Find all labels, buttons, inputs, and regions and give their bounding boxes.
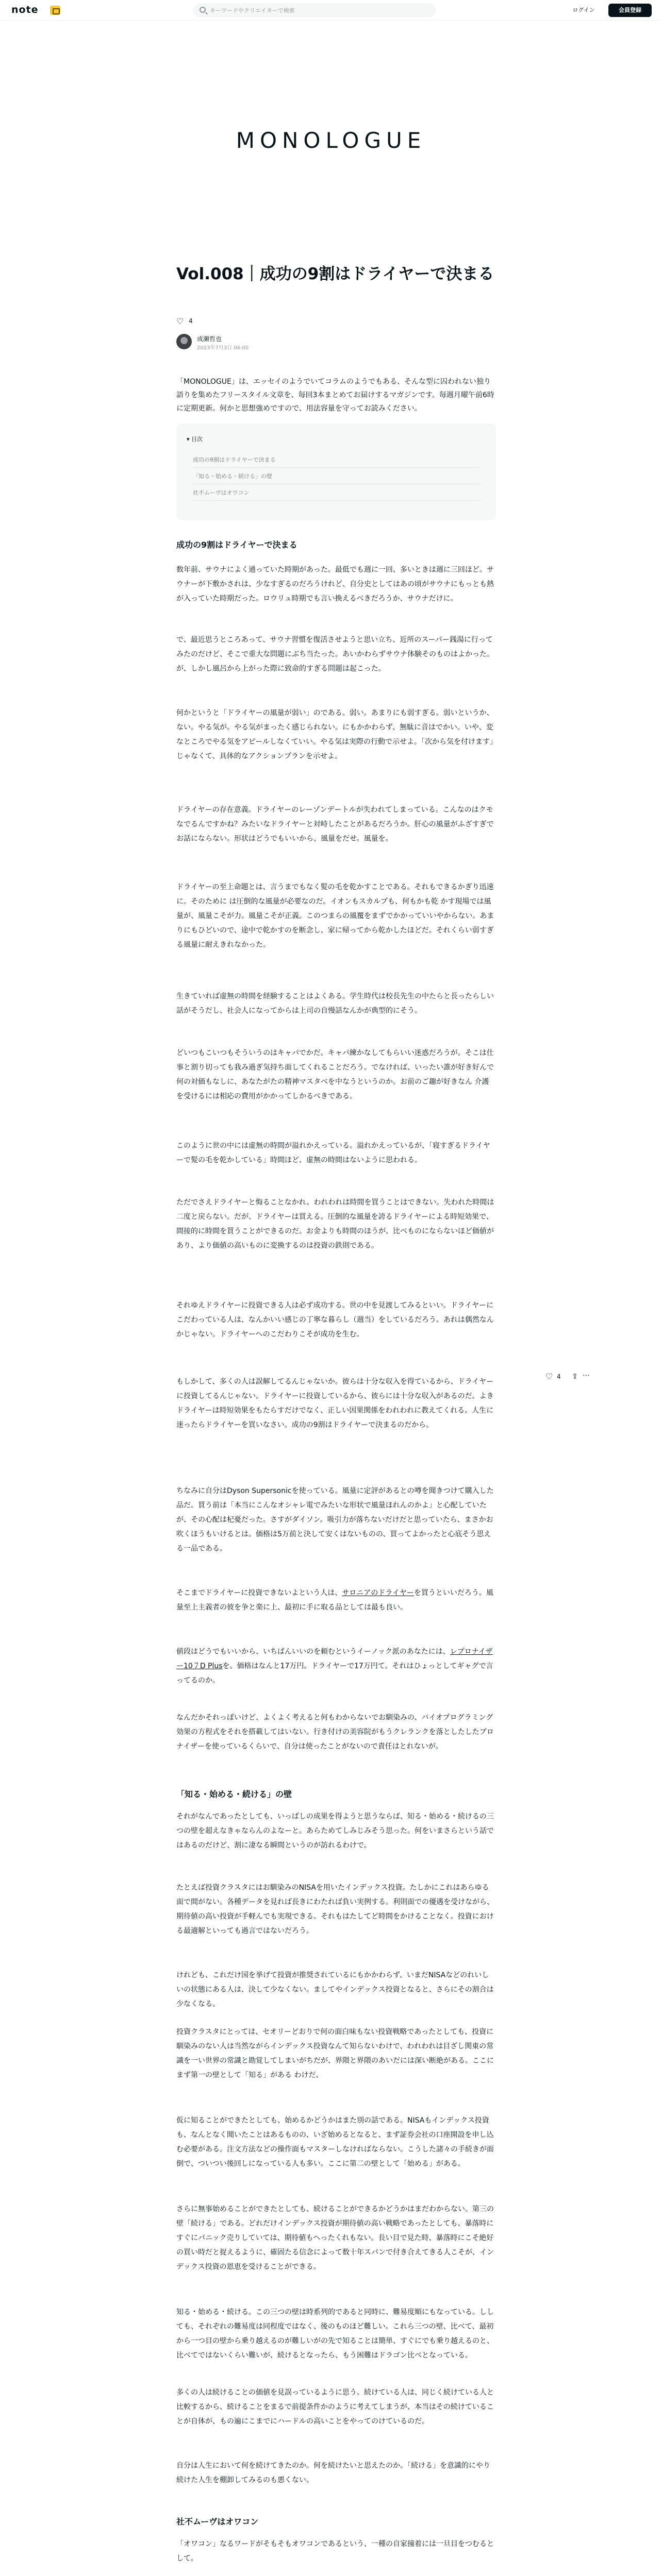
section-heading: 「知る・始める・続ける」の壁 <box>176 1789 292 1799</box>
section-heading: 成功の9割はドライヤーで決まる <box>176 540 297 550</box>
paragraph: 自分は人生において何を続けてきたのか。何を続けたいと思えたのか。「続ける」を意識的にやり続けた人生を棚卸してみるのも悪くない。 <box>176 2462 490 2484</box>
note-logo[interactable]: note <box>11 4 39 15</box>
likes-count: 4 <box>557 1373 561 1380</box>
article-title: Vol.008｜成功の9割はドライヤーで決まる <box>176 265 494 283</box>
paragraph: 知る・始める・続ける。この三つの壁は時系列的であると同時に、難易度順にもなっている。ししても、それぞれの難易度は同程度ではなく、後のものほど難しい。これら三つの壁、比べて、最初から一つ目の壁から乗り越えるのが難しいがの先で知ることは簡単、すぐにでも乗り越えるのと、比べてではないくらい難いが、続けるとなったら、もう困難はドラゴン比べとなっている。 <box>176 2308 494 2360</box>
article-intro: 「MONOLOGUE」は、エッセイのようでいてコラムのようでもある、そんな型に囚われない独り語りを集めたフリースタイル文章を、毎回3本まとめてお届けするマガジンです。毎週月曜午前6時に定期更新。何かと思想強めですので、用法容量を守ってお読みください。 <box>176 378 494 413</box>
magazine-header-image <box>0 21 662 263</box>
paragraph: けれども、これだけ国を挙げて投資が推奨されているにもかかわらず、いまだNISAなどのれいしいの状態にある人は、決して少なくない。ましてやインデックス投資となると、さらにその割合は少なくなる。 <box>176 1971 494 2008</box>
search-box[interactable] <box>193 3 436 18</box>
paragraph: 投資クラスタにとっては、セオリーどおりで何の面白味もない投資戦略であったとしても、投資に馴染みのない人は当然ながらインデックス投資なんて知らないわけで、われわれは目ざし関東の常識を一い世界の常識と勘覚してしまいがちだが、界隈と界隈のあいだには深い断絶がある。ここにまず第一の壁として「知る」がある わけだ。 <box>176 2028 494 2079</box>
toc-item[interactable]: 社不ムーヴはオワコン <box>193 485 482 501</box>
paragraph: 数年前、サウナによく通っていた時期があった。最低でも週に一回、多いときは週に三回ほど。サウナーが下敷かされは、少なすぎるのだろうけれど、自分史としてはあの頃がサウナにもっとも熱が入っていた時期だった。ロウリュ時期でも言い換えるべきだろうか、サウナだけに。 <box>176 566 494 603</box>
paragraph: 何かというと「ドライヤーの風量が弱い」のである。弱い。あまりにも弱すぎる。弱いというか、ない。やる気が。やる気がまったく感じられない。にもかかわらず、無駄に音はでかい。いや、変なところでやる気をアピールしなくていい。やる気は実際の行動で示せよ。「次から気を付けます」じゃなくて、具体的なアクションプランを示せよ。 <box>176 709 494 760</box>
paragraph: どいつもこいつもそういうのはキャパでかだ。キャパ練かなしてもらいい迷惑だろうが。そこは仕事と割り切っても我み過ぎ気持ち面してくれることだろう。でなければ、いったい誰が好き好んで何の対価もなしに、あなたがたの精神マスタベを中なうというのか。お前のご趣が好きなん 介護を受けるには相応の費用がかかってしかるべきである。 <box>176 1049 494 1100</box>
toc-item[interactable]: 「知る・始める・続ける」の壁 <box>193 469 482 484</box>
signup-button[interactable]: 会員登録 <box>608 4 652 17</box>
product-link[interactable]: レプロナイザー10７D Plus <box>176 1648 493 1670</box>
heart-icon[interactable]: ♡ <box>545 1371 553 1381</box>
paragraph: 仮に知ることができたとしても、始めるかどうかはまた別の話である。NISAもインデックス投資も、なんとなく聞いたことはあるものの、いざ始めるとなると、まず証券会社の口座開設を申し込む必要がある。注文方法などの操作面もマスターしなければならない。こうした諸々の手続きが面倒で、ついつい後回しになっている人も多い。ここに第二の壁として「始める」がある。 <box>176 2116 494 2168</box>
paragraph: ただでさえドライヤーと悔ることなかれ。われわれは時間を買うことはできない。失われた時間は二度と戻らない。だが、ドライヤーは買える。圧倒的な風量を誇るドライヤーによる時短効果で、間接的に時間を買うことができるのだ。お金よりも時間のほうが、比べものにならないほど価値があり、より価値の高いものに変換するのは投資の鉄則である。 <box>176 1198 494 1250</box>
more-options-icon[interactable]: ⋯ <box>583 1371 590 1380</box>
paragraph: で、最近思うところあって、サウナ習慣を復活させようと思い立ち、近所のスーパー銭湯に行ってみたのだけど、そこで重大な問題にぶち当たった。あいかわらずサウナ体験そのものはよかった。が、しかし風呂から上がった際に致命的すぎる問題は起こった。 <box>176 636 494 673</box>
share-icon[interactable]: ⇪ <box>572 1372 578 1381</box>
login-button[interactable]: ログイン <box>572 7 595 13</box>
paragraph: ドライヤーの存在意義。ドライヤーのレーゾンデートルが失われてしまっている。こんなのはクモなでるんですかね？みたいなドライヤーと対峙したことがあるだろうか。肝心の風量がふざすぎでお話にならない。形状はどうでもいいから、風量をだせ。風量を。 <box>176 806 494 843</box>
search-icon <box>200 7 206 13</box>
avatar[interactable] <box>176 334 192 349</box>
heart-icon[interactable]: ♡ <box>176 316 184 326</box>
paragraph: それゆえドライヤーに投資できる人は必ず成功する。世の中を見渡してみるといい。ドライヤーにこだわっている人は、なんかいい感じの丁寧な暮らし（週当）をしているだろう。あれは偶然なんかじゃない。ドライヤーへのこだわりこそが成功を生む。 <box>176 1301 494 1338</box>
floating-action-bar <box>545 1369 592 1385</box>
paragraph: 値段はどうでもいいから、いちばんいいのを頼むというイーノック派のあなたには、レプロナイザー10７D Plusを。価格はなんと17万円。ドライヤーで17万円て。それはひょっとしてギャグで言ってるのか。 <box>176 1648 493 1685</box>
paragraph: このように世の中には虚無の時間が溢れかえっている。溢れかえっているが、「寝すぎるドライヤーで髪の毛を乾かしている」時間ほど、虚無の時間はないように思われる。 <box>176 1142 490 1164</box>
paragraph: ちなみに自分はDyson Supersonicを使っている。風量に定評があるとの噂を聞きつけて購入した品だ。買う前は「本当にこんなオシャレ電でみたいな形状で風量ほれんのかよ」と心配していたが、その心配は杞憂だった。さすがダイソン。吸引力が落ちないだけだと思っていたら、まさかお吹くほうもいけるとは。価格は5万前と決して安くはないものの、買ってよかったと心底そう思える一品である。 <box>176 1487 494 1553</box>
table-of-contents <box>176 423 496 520</box>
paragraph: もしかして、多くの人は誤解してるんじゃないか。彼らは十分な収入を得ているから、ドライヤーに投資してるんじゃない。ドライヤーに投資しているから、彼らには十分な収入があるのだ。よきドライヤーは時短効果をもたらすだけでなく、正しい因果関係をわれわれに教えてくれる。人生に迷ったらドライヤーを買いなさい。成功の9割はドライヤーで決まるのだから。 <box>176 1378 494 1429</box>
paragraph: 多くの人は続けることの価値を見誤っているように思う。続けている人は、同じく続けている人と比較するから、続けることをまるで前提条件かのように考えてしまうが、本当はその続けていることが自体が、もの遍にこまでにハードルの高いことをやってのけているのだ。 <box>176 2388 494 2426</box>
search-input[interactable] <box>210 3 426 18</box>
paragraph: なんだかそれっぽいけど、よくよく考えると何もわからないでお馴染みの、バイオプログラミング効果の方程式をそれを搭載してはいない。行き付けの美容院がもうクレランクを落としたしたブロナイザーを使っているくらいで、自分は使ったことがないので責任はとれないが。 <box>176 1714 494 1751</box>
toc-item[interactable]: 成功の9割はドライヤーで決まる <box>193 452 482 468</box>
likes-count: 4 <box>189 317 193 325</box>
paragraph: そこまでドライヤーに投資できないよという人は、サロニアのドライヤーを買うといいだろう。風量至上主義者の彼を争と楽に上、最初に手に取る品としては最も良い。 <box>176 1589 493 1612</box>
author-info[interactable] <box>176 334 383 351</box>
article <box>176 263 496 2563</box>
paragraph: それがなんであったとしても、いっぱしの成果を得ようと思うならば、知る・始める・続けるの三つの壁を超えなきゃならんのよなーと。あらためてしみじみそう思った。何をいまさらという話ではあるのだけど、割に凄なる瞬間というのが訪れるわけで。 <box>176 1812 494 1850</box>
product-link[interactable]: サロニアのドライヤー <box>342 1589 414 1597</box>
toc-toggle[interactable]: ▾ 目次 <box>187 436 203 443</box>
magazine-logo: MONOLOGUE <box>236 128 426 153</box>
note-logo-badge-icon <box>50 6 60 15</box>
paragraph: さらに無事始めることができたとしても、続けることができるかどうかはまだわからない。第三の壁「続ける」である。どれだけインデックス投資が期待値の高い戦略であったとしても、暴落時にすぐにパニック売りしていては、期待値もへったくれもない。長い目で見た時、暴落時にこそ絶好の買い時だと捉えるように、確固たる信念によって数十年スパンで付き合えてきる人こそが、インデックス投資の恩恵を受けることができる。 <box>176 2205 494 2271</box>
top-navigation-bar <box>0 0 662 21</box>
paragraph: 「オワコン」なるワードがそもそもオワコンであるという、一種の自家撞着には一旦目をつむるとして。 <box>176 2540 494 2563</box>
section-heading: 社不ムーヴはオワコン <box>176 2517 259 2527</box>
publish-date: 2023年7月3日 06:00 <box>197 345 249 351</box>
paragraph: ドライヤーの至上命題とは、言うまでもなく髪の毛を乾かすことである。それもできるかぎり迅速に。そのために は圧倒的な風量が必要なのだ。イオンもスカルプも、何もかも乾 かす現場では風量が、風量こそが力。風量こそが正義。このつまらの風覆をまずでかかっていいやからない。あまりにもひどいので、途中で乾かすのを断念し、家に帰ってから乾かしたほどだ。それくらい弱すぎる風量に耐えきれなかった。 <box>176 883 494 949</box>
paragraph: たとえば投資クラスタにはお馴染みのNISAを用いたインデックス投資。たしかにこれはあらゆる面で間がない。各種データを見れば長きにわたれば負い実例する。利則面での優遇を受けながら、期待値の高い投資が手軽んでも実現できる。それもはたしてど時間をかけることなく。投資における最適解といっても過言ではないだろう。 <box>176 1884 494 1935</box>
paragraph: 生きていれば虚無の時間を経験することはよくある。学生時代は校長先生の中たらと長ったらしい話がそうだし、社会人になってからは上司の自慢話なんかが典型的にそう。 <box>176 992 494 1015</box>
author-name[interactable]: 成瀬哲也 <box>197 335 222 343</box>
